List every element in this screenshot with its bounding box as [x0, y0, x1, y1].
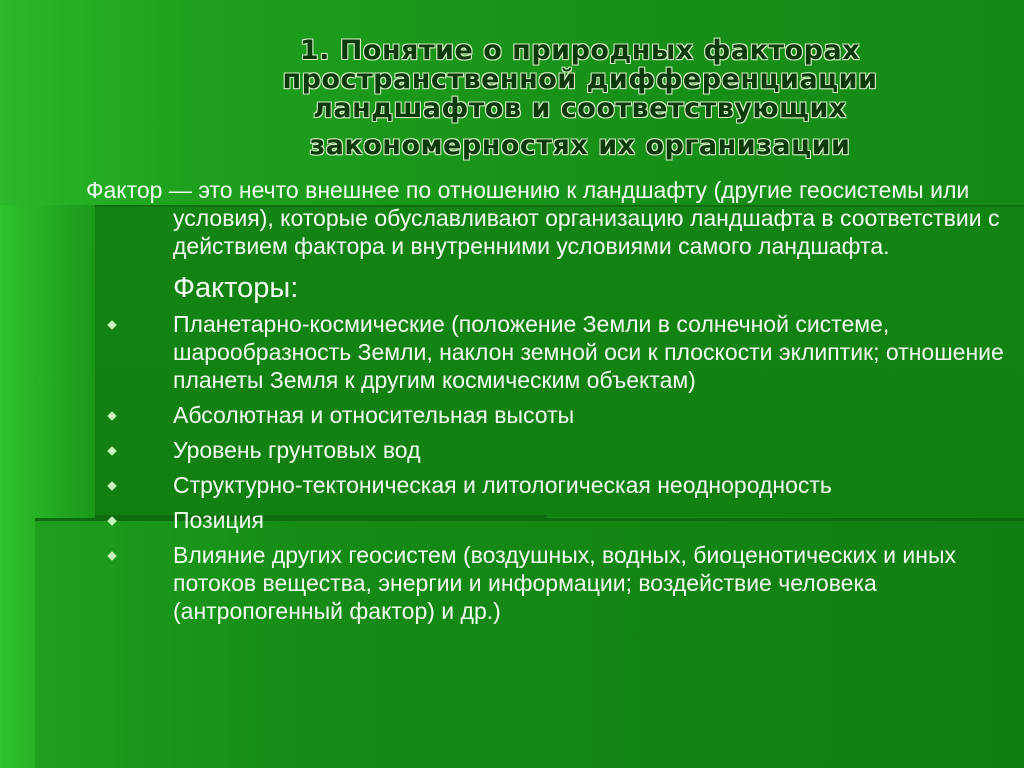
factors-heading: Факторы: [173, 272, 299, 304]
list-item-text: Структурно-тектоническая и литологическая неоднородность [173, 472, 832, 498]
slide-title [150, 36, 1010, 160]
factors-list [86, 310, 1006, 625]
list-item [86, 436, 1006, 464]
list-item [86, 471, 1006, 499]
bullet-icon [107, 320, 117, 330]
list-item-text: Уровень грунтовых вод [173, 437, 421, 463]
list-item [86, 506, 1006, 534]
definition-paragraph: Фактор — это нечто внешнее по отношению к ландшафту (другие геосистемы или условия), которые обуславливают организацию ландшафта в соответствии с действием фактора и внутренними условиями самого ландшафта. [86, 177, 1000, 259]
slide-body [86, 176, 1006, 632]
title-line-4: закономерностях их организации [309, 130, 851, 161]
bullet-icon [107, 411, 117, 421]
bullet-icon [107, 446, 117, 456]
bullet-icon [107, 551, 117, 561]
list-item [86, 401, 1006, 429]
list-item [86, 541, 1006, 625]
title-line-3: ландшафтов и соответствующих [313, 93, 847, 124]
bullet-icon [107, 516, 117, 526]
list-item-text: Планетарно-космические (положение Земли в солнечной системе, шарообразность Земли, наклон земной оси к плоскости эклиптик; отношение планеты Земля к другим космическим объектам) [173, 311, 1004, 393]
list-item-text: Позиция [173, 507, 264, 533]
list-item-text: Влияние других геосистем (воздушных, водных, биоценотических и иных потоков вещества, энергии и информации; воздействие человека (антропогенный фактор) и др.) [173, 542, 956, 624]
list-item-text: Абсолютная и относительная высоты [173, 402, 575, 428]
title-line-2: пространственной дифференциации [282, 64, 878, 95]
title-line-1: 1. Понятие о природных факторах [299, 35, 861, 66]
bullet-icon [107, 481, 117, 491]
list-item [86, 310, 1006, 394]
